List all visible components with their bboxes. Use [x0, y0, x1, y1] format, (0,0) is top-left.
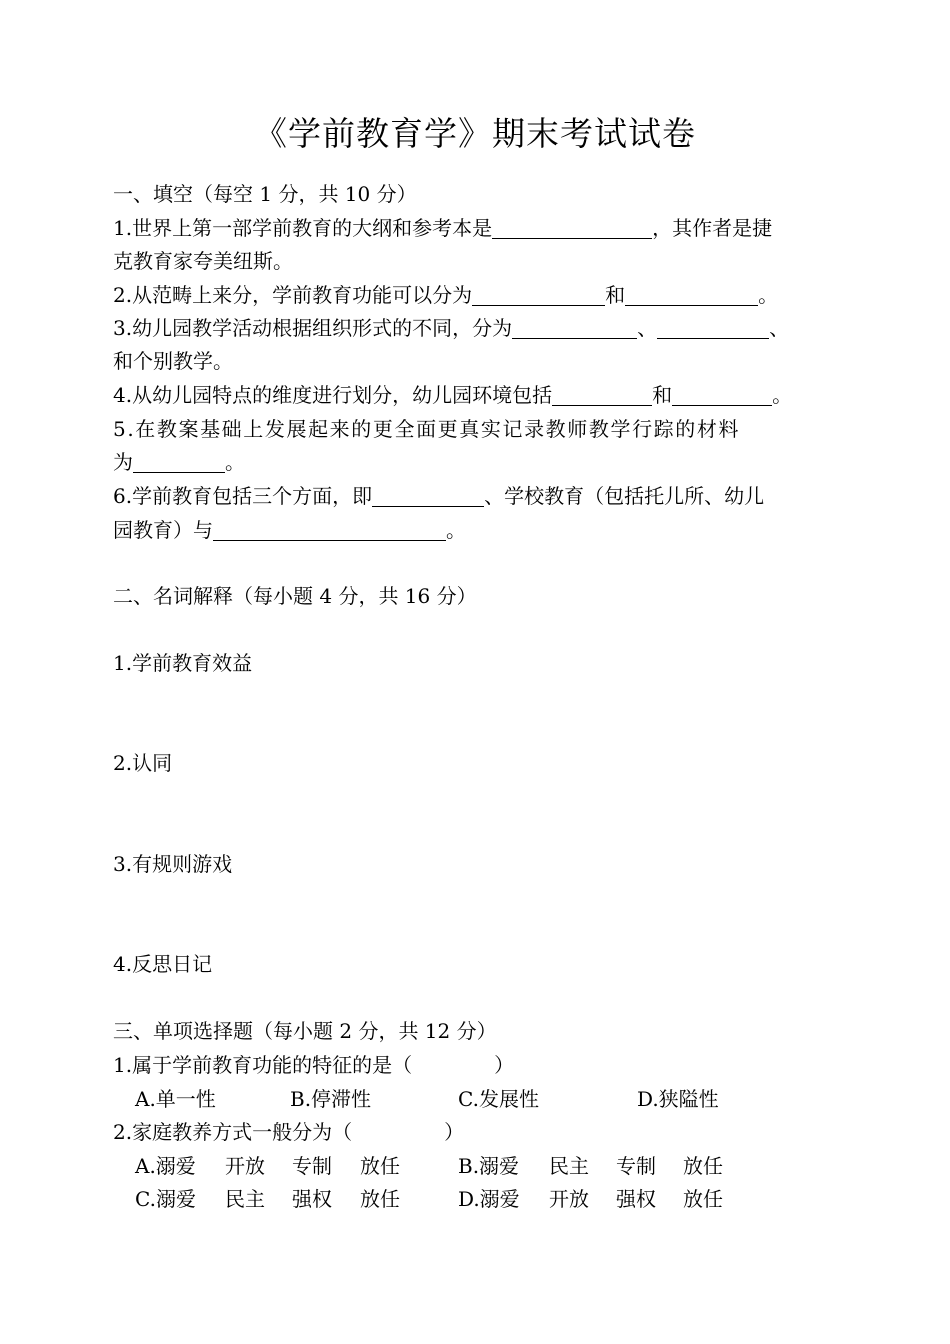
- answer-blank[interactable]: [472, 283, 605, 306]
- fill-question-6-end: 。: [446, 518, 466, 542]
- answer-blank[interactable]: [213, 518, 446, 541]
- fill-question-4-end: 。: [772, 383, 793, 407]
- fill-question-1-text-end: ，其作者是捷: [652, 216, 773, 240]
- option-word: D.溺爱: [458, 1187, 520, 1211]
- choice-question-1: [113, 1049, 838, 1082]
- fill-question-3-sep: 、: [637, 316, 658, 340]
- answer-blank[interactable]: [625, 283, 758, 306]
- term-item-1: 1.学前教育效益: [113, 651, 253, 675]
- fill-question-1-text: 1.世界上第一部学前教育的大纲和参考本是: [113, 216, 493, 240]
- option-word: 专制: [616, 1154, 656, 1178]
- fill-question-3-line-1: [113, 312, 838, 345]
- fill-question-3-text: 3.幼儿园教学活动根据组织形式的不同，分为: [113, 316, 513, 340]
- option-word: 专制: [292, 1154, 332, 1178]
- option-word: 开放: [549, 1187, 589, 1211]
- fill-question-6-mid: 、学校教育（包括托儿所、幼儿: [484, 484, 765, 508]
- fill-question-5-text: 为: [113, 450, 133, 474]
- option-word: 强权: [616, 1187, 656, 1211]
- fill-question-2: [113, 279, 838, 312]
- option-word: C.溺爱: [135, 1187, 196, 1211]
- fill-question-6-line-1: [113, 480, 838, 513]
- fill-question-1-line-2: 克教育家夸美纽斯。: [113, 249, 293, 273]
- answer-blank[interactable]: [657, 316, 769, 339]
- exam-title: 《学前教育学》期末考试试卷: [254, 114, 696, 153]
- option-word: 放任: [360, 1154, 400, 1178]
- option-word: B.溺爱: [458, 1154, 520, 1178]
- fill-question-2-text: 2.从范畴上来分，学前教育功能可以分为: [113, 283, 473, 307]
- fill-question-4-conj: 和: [652, 383, 673, 407]
- option-a[interactable]: [135, 1150, 400, 1183]
- choice-question-1-close: ）: [494, 1053, 515, 1077]
- option-b[interactable]: [458, 1150, 723, 1183]
- fill-question-2-end: 。: [758, 283, 779, 307]
- answer-blank[interactable]: [672, 383, 772, 406]
- fill-question-4: [113, 379, 838, 412]
- option-word: 放任: [683, 1187, 723, 1211]
- fill-question-2-conj: 和: [605, 283, 626, 307]
- option-word: 放任: [683, 1154, 723, 1178]
- answer-blank[interactable]: [552, 383, 652, 406]
- choice-question-2-close: ）: [444, 1120, 465, 1144]
- answer-blank[interactable]: [133, 450, 225, 473]
- choice-question-2-stem: 2.家庭教养方式一般分为（: [113, 1120, 353, 1144]
- answer-blank[interactable]: [492, 216, 652, 239]
- choice-question-2: [113, 1116, 838, 1149]
- option-b[interactable]: B.停滞性: [290, 1087, 372, 1111]
- option-c[interactable]: C.发展性: [458, 1087, 539, 1111]
- fill-question-5-end: 。: [225, 450, 245, 474]
- answer-blank[interactable]: [372, 484, 484, 507]
- choice-question-1-stem: 1.属于学前教育功能的特征的是（: [113, 1053, 413, 1077]
- fill-question-4-text: 4.从幼儿园特点的维度进行划分，幼儿园环境包括: [113, 383, 553, 407]
- option-word: 放任: [360, 1187, 400, 1211]
- fill-question-3-line-2: 和个别教学。: [113, 349, 233, 373]
- option-word: A.溺爱: [135, 1154, 196, 1178]
- term-item-4: 4.反思日记: [113, 952, 213, 976]
- option-c[interactable]: [135, 1183, 400, 1216]
- fill-question-6-text: 6.学前教育包括三个方面，即: [113, 484, 373, 508]
- option-word: 强权: [292, 1187, 332, 1211]
- fill-question-5-line-1: 5.在教案基础上发展起来的更全面更真实记录教师教学行踪的材料: [113, 417, 741, 441]
- option-word: 开放: [225, 1154, 265, 1178]
- fill-question-6-line-2: [113, 514, 838, 547]
- section-3-heading: 三、单项选择题（每小题 2 分，共 12 分）: [113, 1019, 497, 1043]
- fill-question-1-line-1: [113, 212, 838, 245]
- option-d[interactable]: [458, 1183, 723, 1216]
- option-word: 民主: [225, 1187, 265, 1211]
- fill-question-5-line-2: [113, 446, 838, 479]
- option-a[interactable]: A.单一性: [135, 1087, 216, 1111]
- option-word: 民主: [549, 1154, 589, 1178]
- section-2-heading: 二、名词解释（每小题 4 分，共 16 分）: [113, 584, 477, 608]
- fill-question-3-sep-2: 、: [769, 316, 790, 340]
- answer-blank[interactable]: [512, 316, 637, 339]
- term-item-3: 3.有规则游戏: [113, 852, 233, 876]
- fill-question-6-text-2: 园教育）与: [113, 518, 213, 542]
- option-d[interactable]: D.狭隘性: [637, 1087, 719, 1111]
- term-item-2: 2.认同: [113, 751, 173, 775]
- section-1-heading: 一、填空（每空 1 分，共 10 分）: [113, 182, 417, 206]
